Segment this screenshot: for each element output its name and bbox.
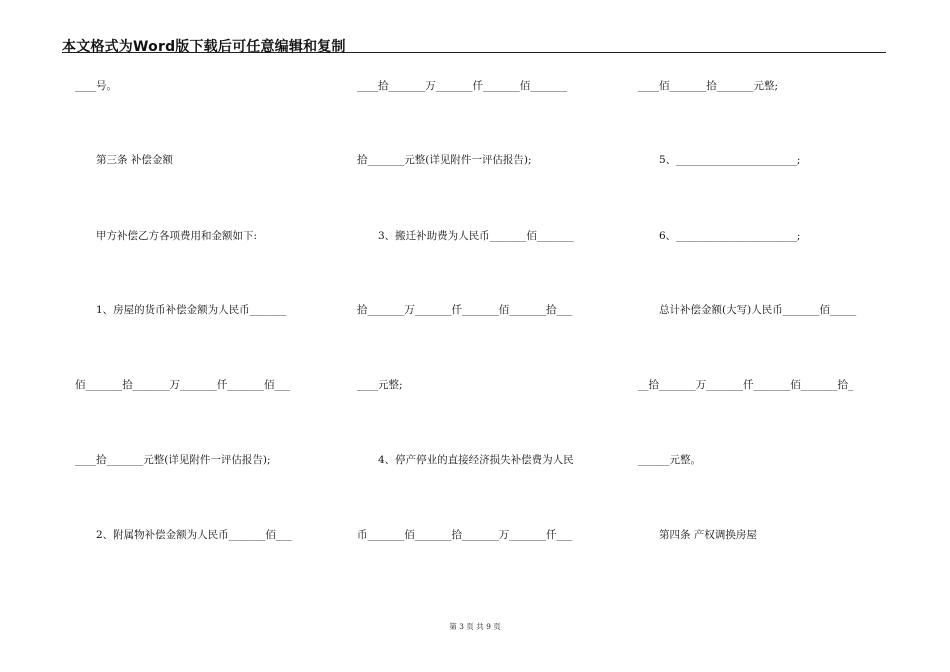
text-line: ____元整; (357, 379, 403, 391)
text-line: ____号。 (75, 80, 117, 92)
text-line: ______元整。 (638, 454, 701, 466)
text-line: 拾_______元整(详见附件一评估报告); (357, 154, 532, 166)
text-line: ____拾_______万_______仟_______佰_______ (357, 80, 567, 92)
text-line: 总计补偿金额(大写)人民币_______佰_____ (638, 304, 857, 316)
article-heading: 第四条 产权调换房屋 (638, 529, 757, 541)
text-line: 2、附属物补偿金额为人民币_______佰___ (75, 529, 292, 541)
page-number: 第 3 页 共 9 页 (449, 622, 501, 631)
text-line: ____佰_______拾_______元整; (638, 80, 779, 92)
text-column-1 (75, 0, 325, 672)
text-line: 1、房屋的货币补偿金额为人民币_______ (75, 304, 287, 316)
text-line: ____拾_______元整(详见附件一评估报告); (75, 454, 271, 466)
text-line: 5、_______________________; (638, 154, 801, 166)
article-heading: 第三条 补偿金额 (75, 154, 173, 166)
text-column-2 (357, 0, 609, 672)
text-line: 6、_______________________; (638, 230, 801, 242)
text-line: 拾_______万_______仟_______佰_______拾___ (357, 304, 573, 316)
text-line: 甲方补偿乙方各项费用和金额如下: (75, 230, 258, 242)
text-line: __拾_______万_______仟_______佰_______拾_ (638, 379, 854, 391)
text-line: 3、搬迁补助费为人民币_______佰_______ (357, 230, 574, 242)
text-column-3 (638, 0, 890, 672)
document-header-title: 本文格式为Word版下载后可任意编辑和复制 (62, 39, 346, 55)
text-line: 4、停产停业的直接经济损失补偿费为人民 (357, 454, 574, 466)
text-line: 佰_______拾_______万_______仟_______佰___ (75, 379, 291, 391)
text-line: 币_______佰_______拾_______万_______仟___ (357, 529, 573, 541)
